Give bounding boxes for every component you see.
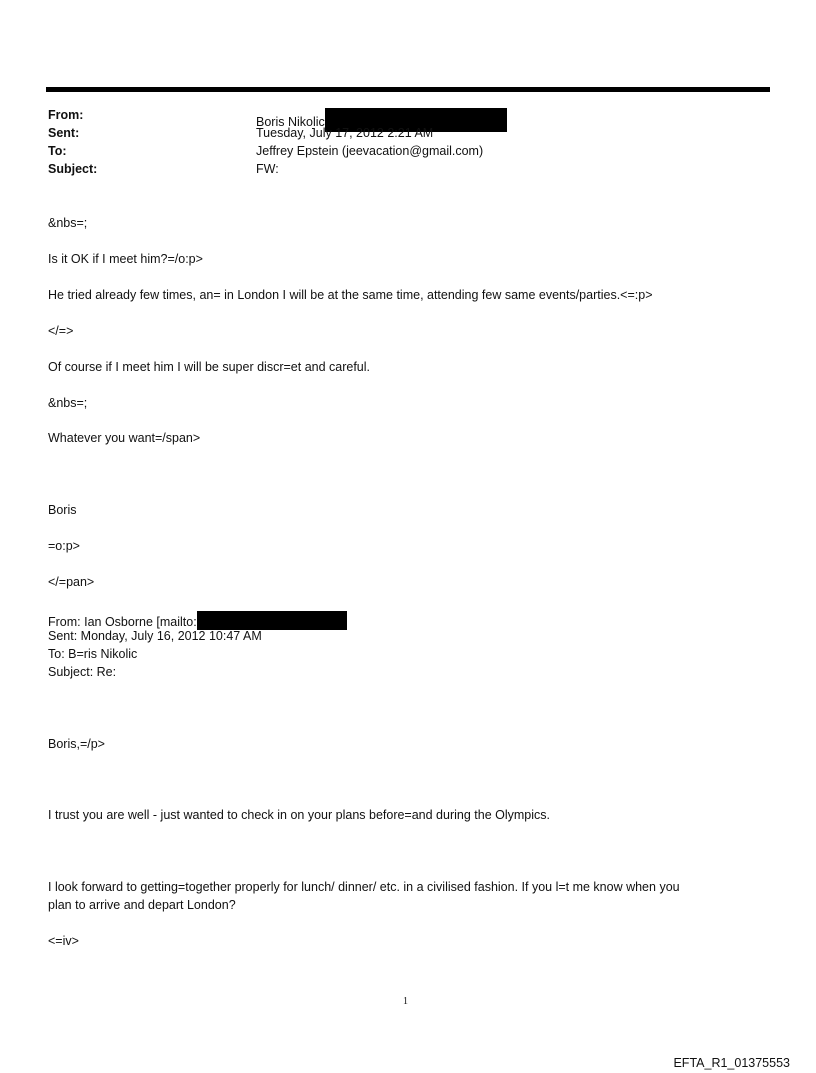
from-name: Boris Nikolic: [256, 115, 325, 129]
forward-from-text: From: Ian Osborne [mailto:: [48, 615, 197, 629]
forward-to: To: B=ris Nikolic: [48, 647, 138, 661]
body-line: He tried already few times, an= in London I will be at the same time, attending few same events/parties.<=:p>: [48, 288, 653, 302]
bates-number: EFTA_R1_01375553: [673, 1056, 790, 1070]
subject-value: FW:: [256, 162, 279, 176]
body-line: I trust you are well - just wanted to check in on your plans before=and during the Olympics.: [48, 808, 550, 822]
sent-value: Tuesday, July 17, 2012 2:21 AM: [256, 126, 434, 140]
body-line: </=>: [48, 324, 74, 338]
body-line: Whatever you want=/span>: [48, 431, 201, 445]
body-line: Is it OK if I meet him?=/o:p>: [48, 252, 203, 266]
from-label: From:: [48, 108, 84, 122]
page-number: 1: [403, 996, 408, 1007]
body-line: Of course if I meet him I will be super discr=et and careful.: [48, 360, 371, 374]
redaction-box: [197, 611, 347, 630]
header-rule: [46, 87, 770, 92]
body-line: Boris,=/p>: [48, 737, 105, 751]
forward-from: [48, 611, 347, 630]
forward-subject: Subject: Re:: [48, 665, 117, 679]
to-label: To:: [48, 144, 67, 158]
body-line: &nbs=;: [48, 216, 88, 230]
subject-label: Subject:: [48, 162, 98, 176]
body-line: </=pan>: [48, 575, 95, 589]
to-value: Jeffrey Epstein (jeevacation@gmail.com): [256, 144, 484, 158]
body-line: <=iv>: [48, 934, 79, 948]
body-line: =o:p>: [48, 539, 80, 553]
sent-label: Sent:: [48, 126, 80, 140]
body-line: I look forward to getting=together properly for lunch/ dinner/ etc. in a civilised fashion. If you l=t me know when you: [48, 880, 680, 894]
body-line: plan to arrive and depart London?: [48, 898, 236, 912]
signature: Boris: [48, 503, 77, 517]
forward-sent: Sent: Monday, July 16, 2012 10:47 AM: [48, 629, 262, 643]
body-line: &nbs=;: [48, 396, 88, 410]
